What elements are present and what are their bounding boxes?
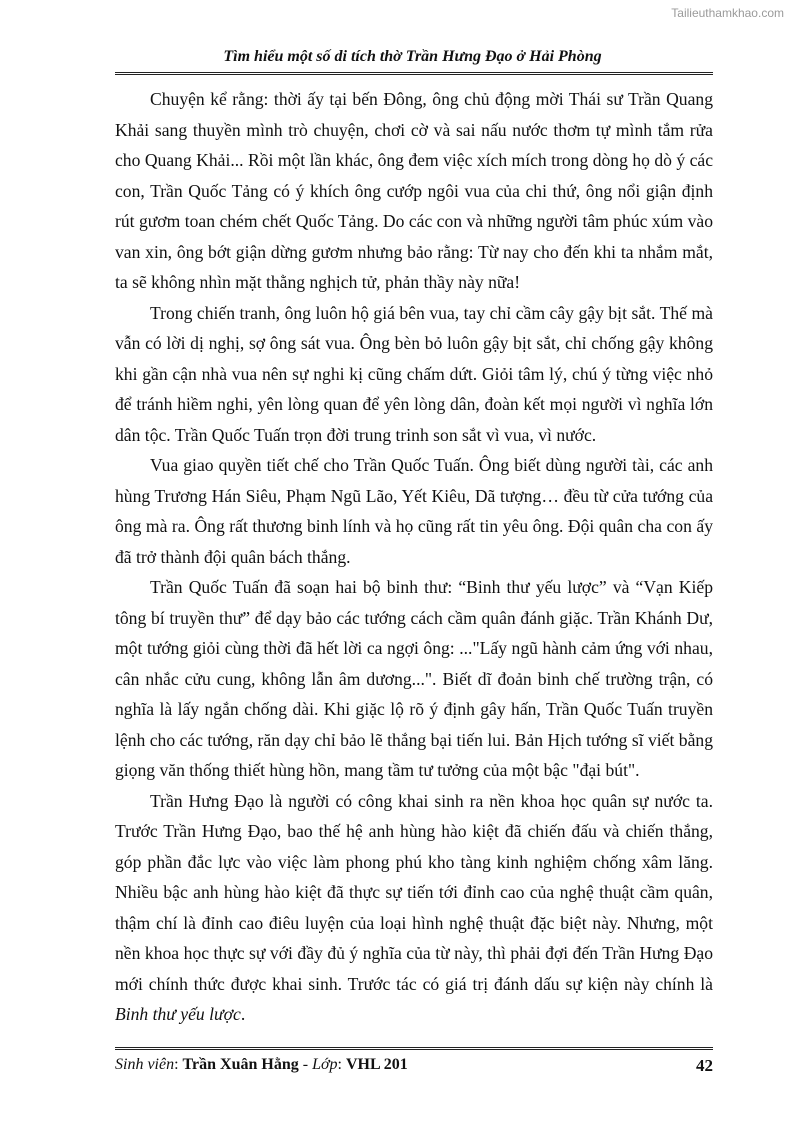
paragraph-5-end: . — [240, 1004, 246, 1024]
page-footer — [115, 1056, 713, 1074]
class-name: VHL 201 — [345, 1056, 408, 1073]
watermark-text: Tailieuthamkhao.com — [671, 6, 784, 20]
body-text — [115, 84, 713, 1030]
student-colon: : — [174, 1056, 183, 1073]
paragraph-3: Vua giao quyền tiết chế cho Trần Quốc Tuấn. Ông biết dùng người tài, các anh hùng Trương Hán Siêu, Phạm Ngũ Lão, Yết Kiêu, Dã tượng… đều từ cửa tướng của ông mà ra. Ông rất thương binh lính và họ cũng rất tin yêu ông. Đội quân cha con ấy đã trở thành đội quân bách thắng. — [115, 455, 713, 567]
footer-divider — [115, 1047, 713, 1050]
paragraph-5-text: Trần Hưng Đạo là người có công khai sinh ra nền khoa học quân sự nước ta. Trước Trần Hưng Đạo, bao thế hệ anh hùng hào kiệt đã chiến đấu và chiến thắng, góp phần đắc lực vào việc làm phong phú kho tàng kinh nghiệm chống xâm lăng. Nhiều bậc anh hùng hào kiệt đã thực sự tiến tới đỉnh cao của nghệ thuật cầm quân, thậm chí là đỉnh cao điêu luyện của loại hình nghệ thuật đặc biệt này. Nhưng, một nền khoa học thực sự với đầy đủ ý nghĩa của từ này, thì phải đợi đến Trần Hưng Đạo mới chính thức được khai sinh. Trước tác có giá trị đánh dấu sự kiện này chính là — [115, 790, 713, 994]
student-label: Sinh viên — [115, 1056, 175, 1073]
page-number: 42 — [696, 1056, 713, 1075]
header-divider — [115, 72, 713, 75]
class-label: Lớp — [312, 1056, 338, 1073]
paragraph-5 — [115, 786, 713, 1030]
paragraph-4: Trần Quốc Tuấn đã soạn hai bộ binh thư: “Binh thư yếu lược” và “Vạn Kiếp tông bí truyền thư” để dạy bảo các tướng cách cầm quân đánh giặc. Trần Khánh Dư, một tướng giỏi cùng thời đã hết lời ca ngợi ông: ..."Lấy ngũ hành cảm ứng với nhau, cân nhắc cửu cung, không lẫn âm dương...". Biết dĩ đoản binh chế trường trận, có nghĩa là lấy ngắn chống dài. Khi giặc lộ rõ ý định gây hấn, Trần Quốc Tuấn truyền lệnh cho các tướng, răn dạy chỉ bảo lẽ thắng bại tiến lui. Bản Hịch tướng sĩ viết bằng giọng văn thống thiết hùng hồn, mang tầm tư tưởng của một bậc "đại bút". — [115, 577, 713, 780]
page-header-title: Tìm hiểu một số di tích thờ Trần Hưng Đạo ở Hải Phòng — [223, 48, 602, 65]
paragraph-2: Trong chiến tranh, ông luôn hộ giá bên vua, tay chỉ cầm cây gậy bịt sắt. Thế mà vẫn có lời dị nghị, sợ ông sát vua. Ông bèn bỏ luôn gậy bịt sắt, chỉ chống gậy không khi gần cận nhà vua nên sự nghi kị cũng chấm dứt. Giỏi tâm lý, chú ý từng việc nhỏ để tránh hiềm nghi, yên lòng quan để yên lòng dân, đoàn kết mọi người vì nghĩa lớn dân tộc. Trần Quốc Tuấn trọn đời trung trinh son sắt vì vua, vì nước. — [115, 302, 713, 445]
book-title: Binh thư yếu lược — [115, 1004, 241, 1024]
footer-separator: - — [298, 1056, 313, 1073]
student-name: Trần Xuân Hằng — [182, 1056, 299, 1073]
paragraph-1: Chuyện kể rằng: thời ấy tại bến Đông, ông chủ động mời Thái sư Trần Quang Khải sang thuyền mình trò chuyện, chơi cờ và sai nấu nước thơm tự mình tắm rửa cho Quang Khải... Rồi một lần khác, ông đem việc xích mích trong dòng họ dò ý các con, Trần Quốc Tảng có ý khích ông cướp ngôi vua của chi thứ, ông nổi giận định rút gươm toan chém chết Quốc Tảng. Do các con và những người tâm phúc xúm vào van xin, ông bớt giận dừng gươm nhưng bảo rằng: Từ nay cho đến khi ta nhắm mắt, ta sẽ không nhìn mặt thằng nghịch tử, phản thầy này nữa! — [115, 89, 713, 292]
class-colon: : — [337, 1056, 346, 1073]
